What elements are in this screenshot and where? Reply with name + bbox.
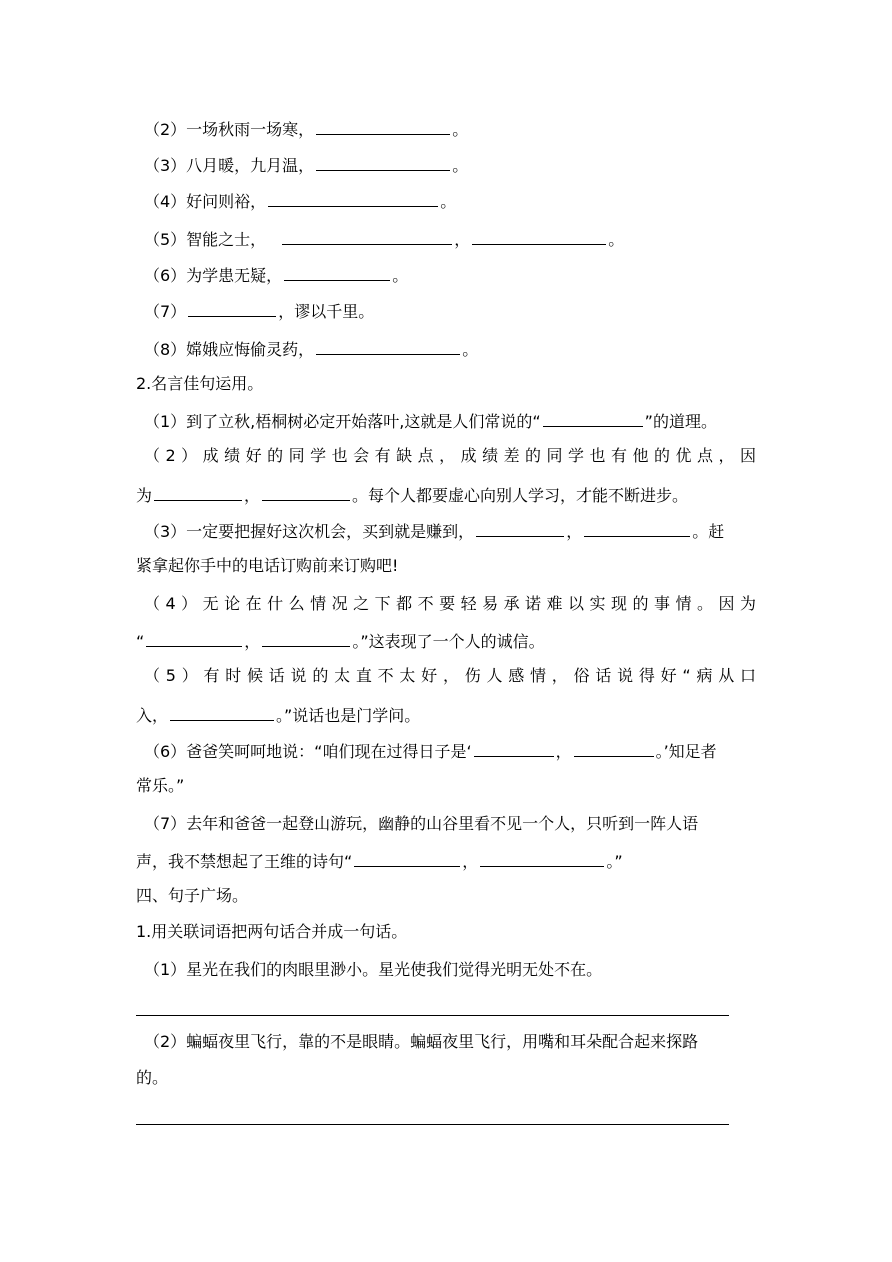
answer-blank[interactable] xyxy=(474,740,554,757)
answer-blank[interactable] xyxy=(170,704,274,721)
answer-blank[interactable] xyxy=(284,264,390,281)
answer-blank[interactable] xyxy=(316,154,450,171)
sentence-1: （1）星光在我们的肉眼里渺小。星光使我们觉得光明无处不在。 xyxy=(144,960,603,979)
answer-blank[interactable] xyxy=(574,740,654,757)
answer-blank[interactable] xyxy=(316,338,460,355)
answer-blank[interactable] xyxy=(316,118,450,135)
question-1: （1）到了立秋,梧桐树必定开始落叶,这就是人们常说的“ ”的道理。 xyxy=(144,412,717,431)
answer-blank[interactable] xyxy=(154,484,242,501)
answer-blank[interactable] xyxy=(268,190,438,207)
answer-blank[interactable] xyxy=(282,228,452,245)
answer-blank[interactable] xyxy=(480,850,604,867)
item-6: （6）为学患无疑， 。 xyxy=(144,266,409,285)
sentence-2-line-2: 的。 xyxy=(136,1068,169,1087)
part-heading: 四、句子广场。 xyxy=(136,886,249,905)
answer-blank[interactable] xyxy=(262,484,350,501)
question-7-line-2: 声，我不禁想起了王维的诗句“ ， 。” xyxy=(136,852,623,871)
answer-blank[interactable] xyxy=(354,850,460,867)
question-5-line-1: （5）有时候话说的太直不太好，伤人感情，俗话说得好“病从口 xyxy=(144,666,756,685)
question-2-line-2: 为 ， 。每个人都要虚心向别人学习，才能不断进步。 xyxy=(136,486,689,505)
question-5-line-2: 入， 。”说话也是门学问。 xyxy=(136,706,421,725)
question-3-line-1: （3）一定要把握好这次机会，买到就是赚到， ， 。赶 xyxy=(144,522,725,541)
answer-blank[interactable] xyxy=(472,228,606,245)
question-6-line-1: （6）爸爸笑呵呵地说：“咱们现在过得日子是‘ ， 。’知足者 xyxy=(144,742,717,761)
answer-blank[interactable] xyxy=(476,520,564,537)
item-2: （2）一场秋雨一场寒， 。 xyxy=(144,120,469,139)
sub-heading: 1.用关联词语把两句话合并成一句话。 xyxy=(136,922,408,941)
answer-blank[interactable] xyxy=(146,630,242,647)
question-3-line-2: 紧拿起你手中的电话订购前来订购吧! xyxy=(136,556,399,575)
answer-blank[interactable] xyxy=(188,300,276,317)
answer-line[interactable] xyxy=(136,1124,729,1125)
item-4: （4）好问则裕， 。 xyxy=(144,192,457,211)
question-2-line-1: （2）成绩好的同学也会有缺点，成绩差的同学也有他的优点，因 xyxy=(144,446,756,465)
item-3: （3）八月暖，九月温， 。 xyxy=(144,156,469,175)
answer-blank[interactable] xyxy=(543,410,643,427)
item-7: （7） ，谬以千里。 xyxy=(144,302,375,321)
section-heading: 2.名言佳句运用。 xyxy=(136,374,264,393)
answer-line[interactable] xyxy=(136,1015,729,1016)
question-7-line-1: （7）去年和爸爸一起登山游玩，幽静的山谷里看不见一个人，只听到一阵人语 xyxy=(144,814,699,833)
question-6-line-2: 常乐。” xyxy=(136,776,185,795)
question-4-line-2: “ ， 。”这表现了一个人的诚信。 xyxy=(136,632,545,651)
question-4-line-1: （4）无论在什么情况之下都不要轻易承诺难以实现的事情。因为 xyxy=(144,594,756,613)
sentence-2-line-1: （2）蝙蝠夜里飞行，靠的不是眼睛。蝙蝠夜里飞行，用嘴和耳朵配合起来探路 xyxy=(144,1032,699,1051)
item-5: （5）智能之士， ， 。 xyxy=(144,230,625,249)
answer-blank[interactable] xyxy=(584,520,690,537)
item-8: （8）嫦娥应悔偷灵药， 。 xyxy=(144,340,479,359)
answer-blank[interactable] xyxy=(262,630,350,647)
